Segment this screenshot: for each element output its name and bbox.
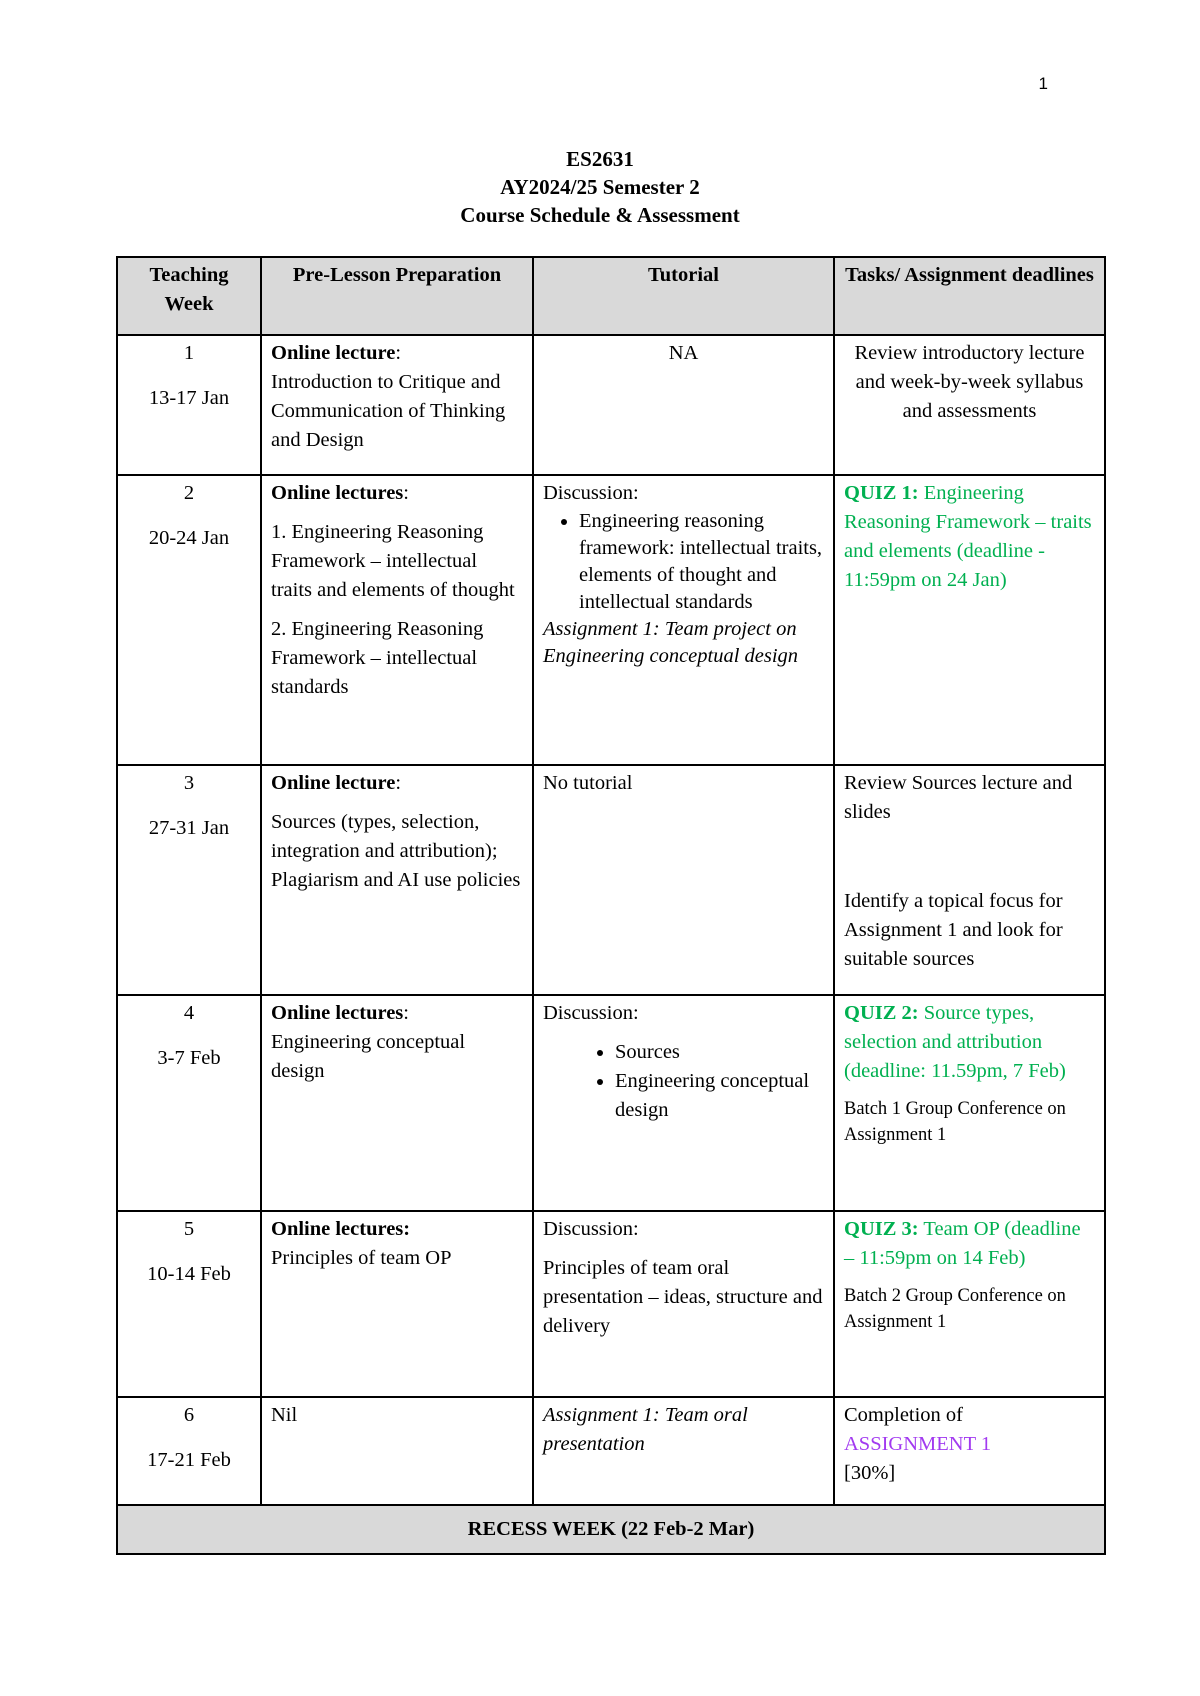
prep-label: Online lectures bbox=[271, 1002, 404, 1024]
tasks-cell bbox=[834, 1211, 1105, 1397]
prep-cell: Online lecture: Introduction to Critique and Communication of Thinking and Design bbox=[261, 335, 533, 475]
tutorial-cell bbox=[533, 475, 834, 765]
prep-item: 1. Engineering Reasoning Framework – intellectual traits and elements of thought bbox=[271, 521, 515, 601]
prep-text: Engineering conceptual design bbox=[271, 1031, 466, 1082]
quiz-text: Team OP (deadline – 11:59pm on 14 Feb) bbox=[844, 1218, 1081, 1269]
tasks-cell bbox=[834, 765, 1105, 995]
tutorial-text: Principles of team oral presentation – ideas, structure and delivery bbox=[543, 1257, 823, 1337]
week-dates: 20-24 Jan bbox=[148, 527, 230, 549]
tutorial-label: Discussion: bbox=[543, 1002, 639, 1024]
assignment-label: ASSIGNMENT 1 bbox=[844, 1433, 992, 1455]
prep-cell: Online lectures: 1. Engineering Reasoning Framework – intellectual traits and elements of thought 2. Engineering Reasoning Framework – intellectual standards bbox=[261, 475, 533, 765]
tutorial-cell bbox=[533, 1397, 834, 1505]
tutorial-cell bbox=[533, 1211, 834, 1397]
tutorial-note: Assignment 1: Team oral presentation bbox=[543, 1404, 748, 1455]
week-number: 5 bbox=[183, 1218, 195, 1240]
header-tutorial: Tutorial bbox=[533, 257, 834, 335]
assignment-weight: [30%] bbox=[844, 1462, 896, 1484]
document-heading bbox=[0, 145, 1200, 229]
list-item: • Engineering conceptual design bbox=[615, 1067, 824, 1125]
schedule-table bbox=[116, 256, 1106, 1555]
table-row bbox=[117, 765, 1105, 995]
week-cell bbox=[117, 765, 261, 995]
tutorial-list bbox=[543, 508, 824, 616]
page-number: 1 bbox=[1038, 74, 1048, 93]
tasks-cell bbox=[834, 335, 1105, 475]
week-dates: 27-31 Jan bbox=[148, 817, 230, 839]
week-dates: 13-17 Jan bbox=[148, 387, 230, 409]
quiz-text: Source types, selection and attribution (deadline: 11.59pm, 7 Feb) bbox=[844, 1002, 1066, 1082]
prep-cell bbox=[261, 1211, 533, 1397]
table-row bbox=[117, 1397, 1105, 1505]
week-cell bbox=[117, 335, 261, 475]
header-tasks: Tasks/ Assignment deadlines bbox=[834, 257, 1105, 335]
list-item: • Engineering reasoning framework: intellectual traits, elements of thought and intellectual standards bbox=[579, 508, 824, 616]
prep-text: Sources (types, selection, integration and attribution); Plagiarism and AI use policies bbox=[271, 811, 521, 891]
week-dates: 10-14 Feb bbox=[147, 1263, 231, 1285]
list-item: • Sources bbox=[615, 1038, 824, 1067]
tasks-cell bbox=[834, 995, 1105, 1211]
tutorial-label: Discussion: bbox=[543, 1218, 639, 1240]
recess-cell: RECESS WEEK (22 Feb-2 Mar) bbox=[117, 1505, 1105, 1554]
tutorial-cell bbox=[533, 995, 834, 1211]
semester-title: AY2024/25 Semester 2 bbox=[500, 175, 700, 199]
week-dates: 17-21 Feb bbox=[147, 1449, 231, 1471]
conference-text: Batch 1 Group Conference on Assignment 1 bbox=[844, 1099, 1066, 1145]
quiz-text: Engineering Reasoning Framework – traits and elements (deadline - 11:59pm on 24 Jan) bbox=[844, 482, 1092, 591]
prep-cell: Online lectures: Engineering conceptual design bbox=[261, 995, 533, 1211]
prep-text: Nil bbox=[271, 1404, 298, 1426]
header-teaching-week: Teaching Week bbox=[117, 257, 261, 335]
tutorial-cell bbox=[533, 335, 834, 475]
week-cell bbox=[117, 1211, 261, 1397]
week-number: 1 bbox=[183, 342, 195, 364]
quiz-block bbox=[844, 1215, 1095, 1273]
tutorial-note: Assignment 1: Team project on Engineering conceptual design bbox=[543, 618, 799, 667]
week-cell bbox=[117, 475, 261, 765]
tutorial-cell bbox=[533, 765, 834, 995]
quiz-label: QUIZ 2: bbox=[844, 1002, 919, 1024]
table-row bbox=[117, 475, 1105, 765]
quiz-label: QUIZ 1: bbox=[844, 482, 919, 504]
tasks-text: Review Sources lecture and slides bbox=[844, 772, 1073, 823]
week-number: 4 bbox=[183, 1002, 195, 1024]
table-row bbox=[117, 1211, 1105, 1397]
week-cell bbox=[117, 1397, 261, 1505]
prep-item: 2. Engineering Reasoning Framework – intellectual standards bbox=[271, 618, 484, 698]
course-code: ES2631 bbox=[566, 147, 634, 171]
table-header-row bbox=[117, 257, 1105, 335]
tutorial-list bbox=[543, 1038, 824, 1125]
completion-label: Completion of bbox=[844, 1404, 964, 1426]
tutorial-text: NA bbox=[668, 342, 699, 364]
header-pre-lesson: Pre-Lesson Preparation bbox=[261, 257, 533, 335]
prep-label: Online lectures bbox=[271, 482, 404, 504]
recess-row bbox=[117, 1505, 1105, 1554]
week-cell bbox=[117, 995, 261, 1211]
week-dates: 3-7 Feb bbox=[157, 1047, 221, 1069]
prep-text: Introduction to Critique and Communication of Thinking and Design bbox=[271, 371, 506, 451]
table-row bbox=[117, 995, 1105, 1211]
prep-label: Online lecture bbox=[271, 772, 396, 794]
tasks-text: Review introductory lecture and week-by-week syllabus and assessments bbox=[854, 342, 1085, 422]
table-row bbox=[117, 335, 1105, 475]
conference-text: Batch 2 Group Conference on Assignment 1 bbox=[844, 1286, 1066, 1332]
week-number: 3 bbox=[183, 772, 195, 794]
quiz-label: QUIZ 3: bbox=[844, 1218, 919, 1240]
prep-cell: Online lecture: Sources (types, selection, integration and attribution); Plagiarism and AI use policies bbox=[261, 765, 533, 995]
prep-cell bbox=[261, 1397, 533, 1505]
prep-label: Online lecture bbox=[271, 342, 396, 364]
quiz-block bbox=[844, 999, 1095, 1086]
tasks-text: Identify a topical focus for Assignment 1 and look for suitable sources bbox=[844, 890, 1063, 970]
tutorial-text: No tutorial bbox=[543, 772, 633, 794]
prep-text: Principles of team OP bbox=[271, 1247, 452, 1269]
tutorial-label: Discussion: bbox=[543, 482, 639, 504]
week-number: 6 bbox=[183, 1404, 195, 1426]
prep-label: Online lectures: bbox=[271, 1218, 411, 1240]
document-title: Course Schedule & Assessment bbox=[460, 203, 740, 227]
tasks-cell bbox=[834, 1397, 1105, 1505]
week-number: 2 bbox=[183, 482, 195, 504]
tasks-cell bbox=[834, 475, 1105, 765]
